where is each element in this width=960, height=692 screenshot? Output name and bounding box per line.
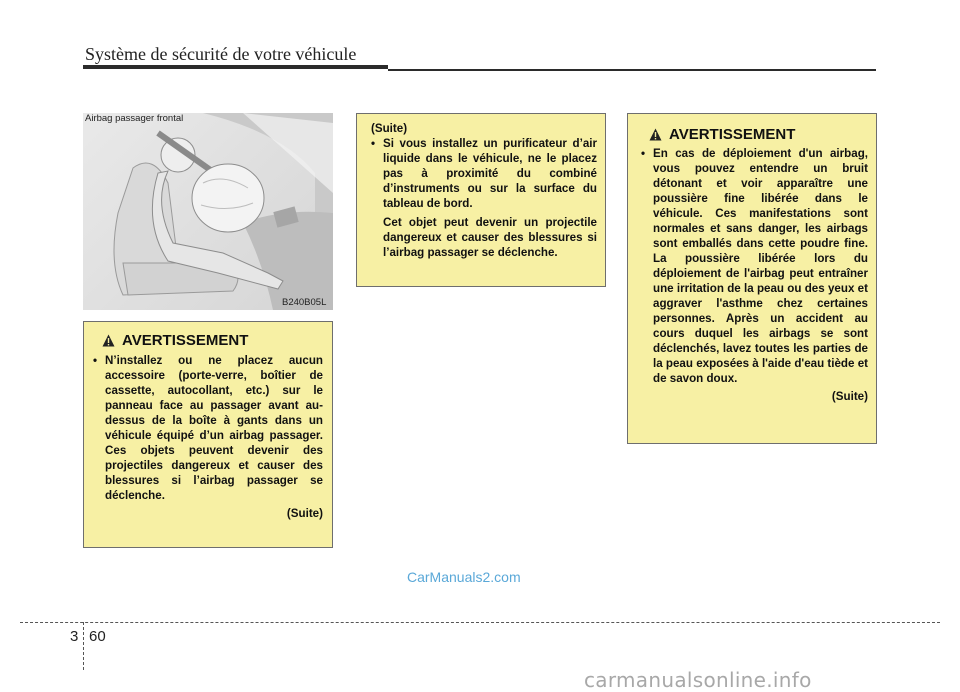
warning-heading-text: AVERTISSEMENT xyxy=(122,332,249,349)
suite-label: (Suite) xyxy=(286,507,323,520)
warning-text: Si vous installez un purificateur d’air liquide dans le véhicule, ne le placez pas à proximité du combiné d’instruments ou sur la surface du tableau de bord. xyxy=(383,137,597,210)
warning-triangle-icon xyxy=(649,128,662,141)
warning-heading xyxy=(649,126,868,143)
list-item xyxy=(93,353,323,503)
warning-text: N’installez ou ne placez aucun accessoire (porte-verre, boîtier de cassette, autocollant, etc.) sur le panneau face au passager avant au-dessus de la boîte à gants dans un véhicule équipé d’un airbag passager. Ces objets peuvent devenir des projectiles dangereux et causer des blessures si l’airbag passager se déclenche. xyxy=(105,354,323,502)
warning-box-body xyxy=(636,146,868,404)
figure-code: B240B05L xyxy=(282,297,327,308)
warning-heading xyxy=(102,332,323,349)
header-rule-thick xyxy=(83,65,388,69)
warning-text: En cas de déploiement d'un airbag, vous pouvez entendre un bruit détonant et voir apparaître une poussière fine libérée dans le véhicule. Ces manifestations sont normales et sans danger, les airbags sont emballés dans cette poudre fine. La poussière libérée lors du déploiement de l'airbag peut entraîner une irritation de la peau ou des yeux et aggraver l'asthme chez certaines personnes. Après un accident au cours duquel les airbags se sont déclenchés, lavez toutes les parties de la peau exposées à l'aide d'eau tiède et de savon doux. xyxy=(653,147,868,385)
bullet-dot: • xyxy=(641,147,646,160)
list-item xyxy=(371,136,597,211)
bullet-dot: • xyxy=(371,137,376,150)
deployed-airbag xyxy=(192,164,264,232)
footer-dashed-rule xyxy=(20,622,940,623)
airbag-drawing xyxy=(83,113,333,310)
header-rule-thin xyxy=(388,69,876,71)
warning-box-body xyxy=(93,353,323,521)
dashboard-shape xyxy=(243,212,333,310)
list-item xyxy=(641,146,868,386)
warning-triangle-icon xyxy=(102,334,115,347)
continued-warning-box xyxy=(356,113,606,287)
footer-dashed-divider xyxy=(83,622,84,670)
footer-watermark: carmanualsonline.info xyxy=(584,668,812,692)
bullet-dot: • xyxy=(93,354,98,367)
warning-heading-text: AVERTISSEMENT xyxy=(669,126,796,143)
page-header-title: Système de sécurité de votre véhicule xyxy=(85,44,357,64)
suite-label: (Suite) xyxy=(371,122,408,135)
watermark-link[interactable]: CarManuals2.com xyxy=(407,569,521,585)
continued-box-body xyxy=(365,121,597,260)
suite-label: (Suite) xyxy=(831,390,868,403)
warning-box-airbag-dust xyxy=(627,113,877,444)
figure-caption: Airbag passager frontal xyxy=(85,113,184,124)
page-chapter: 3 xyxy=(70,628,79,645)
warning-box-airbag-accessories xyxy=(83,321,333,548)
page-number: 60 xyxy=(89,628,106,645)
airbag-illustration xyxy=(83,113,333,310)
warning-paragraph: Cet objet peut devenir un projectile dangereux et causer des blessures si l’airbag passager se déclenche. xyxy=(383,216,597,259)
